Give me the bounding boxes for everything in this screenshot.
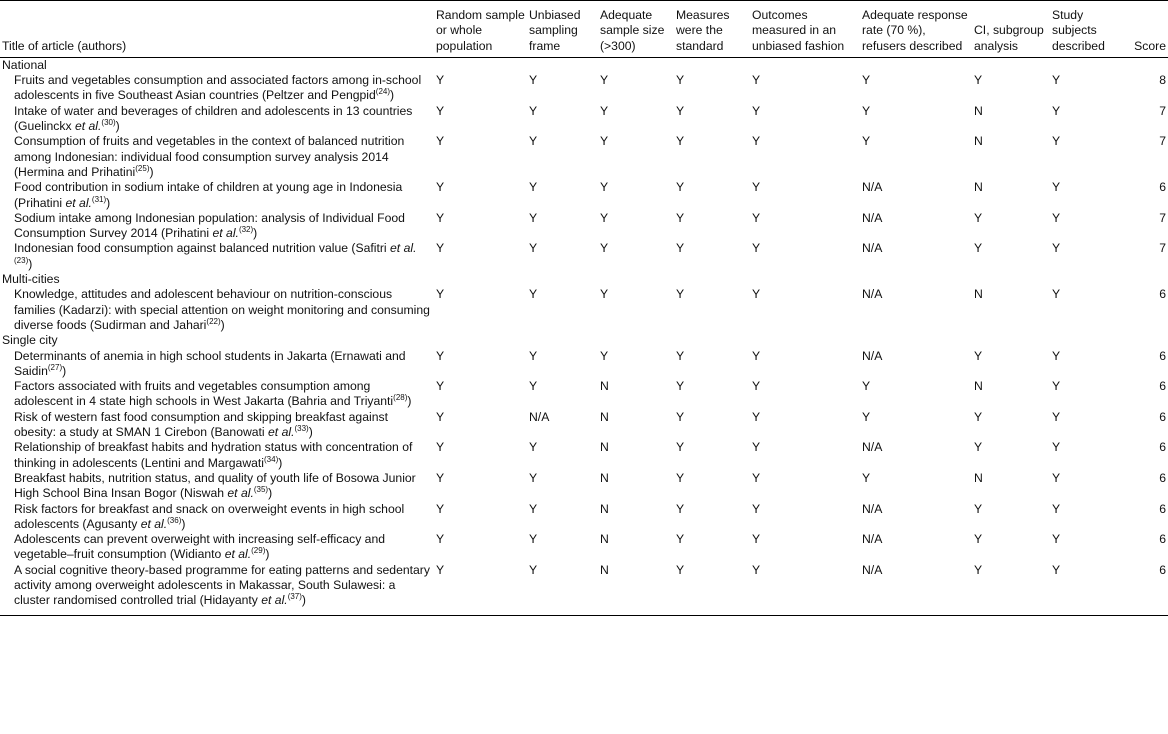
- study-subjects-cell: Y: [1052, 180, 1061, 195]
- unbiased-frame-cell: Y: [529, 73, 538, 88]
- score-cell: 6: [1159, 409, 1166, 424]
- outcomes-cell: Y: [752, 73, 761, 88]
- ci-subgroup-cell: Y: [974, 241, 983, 256]
- table-row: [0, 471, 1168, 502]
- table-row: [0, 349, 1168, 380]
- response-rate-cell: Y: [862, 409, 871, 424]
- unbiased-frame-cell: Y: [529, 241, 538, 256]
- closing-paren: ): [28, 256, 33, 271]
- article-title-cell: [0, 379, 436, 410]
- reference-number: (29): [251, 546, 266, 556]
- article-title: A social cognitive theory-based programme for eating patterns and sedentary activity among overweight adolescents in Makassar, South Sulawesi: a cluster randomised controlled trial (Hidayanty: [14, 562, 430, 608]
- et-al: et al.: [227, 486, 254, 501]
- outcomes-cell: Y: [752, 103, 761, 118]
- header-study-subjects: Study subjects described: [1052, 8, 1105, 53]
- reference-number: (32): [238, 225, 254, 235]
- score-cell: 6: [1159, 501, 1166, 516]
- reference-number: (28): [393, 393, 408, 403]
- study-subjects-cell: Y: [1052, 287, 1061, 302]
- random-sample-cell: Y: [436, 532, 445, 547]
- table-row: [0, 532, 1168, 563]
- article-title: Indonesian food consumption against balanced nutrition value (Safitri: [14, 241, 391, 256]
- measures-cell: Y: [676, 532, 685, 547]
- table-row: [0, 287, 1168, 333]
- closing-paren: ): [181, 516, 186, 531]
- table-header: [0, 1, 1168, 58]
- outcomes-cell: Y: [752, 180, 761, 195]
- article-title-cell: [0, 410, 436, 441]
- random-sample-cell: Y: [436, 409, 445, 424]
- measures-cell: Y: [676, 379, 685, 394]
- study-subjects-cell: Y: [1052, 379, 1061, 394]
- article-title-cell: [0, 471, 436, 502]
- study-subjects-cell: Y: [1052, 440, 1061, 455]
- random-sample-cell: Y: [436, 241, 445, 256]
- score-cell: 6: [1159, 562, 1166, 577]
- response-rate-cell: N/A: [862, 210, 883, 225]
- sample-size-cell: Y: [600, 103, 609, 118]
- study-subjects-cell: Y: [1052, 532, 1061, 547]
- sample-size-cell: Y: [600, 134, 609, 149]
- closing-paren: ): [106, 195, 111, 210]
- study-subjects-cell: Y: [1052, 562, 1061, 577]
- ci-subgroup-cell: N: [974, 379, 983, 394]
- closing-paren: ): [390, 88, 395, 103]
- et-al: et al.: [140, 516, 168, 531]
- table-body: [0, 57, 1168, 615]
- article-title: Fruits and vegetables consumption and associated factors among in-school adolescents in five Southeast Asian countries (Peltzer and Pengpid: [14, 73, 422, 103]
- score-cell: 6: [1159, 180, 1166, 195]
- sample-size-cell: N: [600, 379, 609, 394]
- section-heading: Single city: [2, 333, 58, 348]
- sample-size-cell: Y: [600, 180, 609, 195]
- header-adequate-sample-size: Adequate sample size (>300): [600, 8, 665, 53]
- measures-cell: Y: [676, 409, 685, 424]
- table-row: [0, 379, 1168, 410]
- header-title: Title of article (authors): [2, 38, 127, 53]
- sample-size-cell: Y: [600, 348, 609, 363]
- reference-number: (35): [253, 485, 269, 495]
- study-subjects-cell: Y: [1052, 409, 1061, 424]
- response-rate-cell: N/A: [862, 501, 883, 516]
- closing-paren: ): [265, 547, 270, 562]
- measures-cell: Y: [676, 210, 685, 225]
- closing-paren: ): [278, 455, 283, 470]
- outcomes-cell: Y: [752, 532, 761, 547]
- et-al: et al.: [65, 195, 92, 210]
- table-row: [0, 73, 1168, 104]
- measures-cell: Y: [676, 501, 685, 516]
- ci-subgroup-cell: N: [974, 287, 983, 302]
- et-al: et al.: [390, 241, 417, 256]
- outcomes-cell: Y: [752, 210, 761, 225]
- response-rate-cell: N/A: [862, 348, 883, 363]
- measures-cell: Y: [676, 73, 685, 88]
- article-title-cell: [0, 532, 436, 563]
- table-row: [0, 440, 1168, 471]
- header-score: Score: [1134, 38, 1166, 53]
- random-sample-cell: Y: [436, 73, 445, 88]
- article-title: Breakfast habits, nutrition status, and quality of youth life of Bosowa Junior High School Bina Insan Bogor (Niswah: [14, 470, 416, 501]
- header-unbiased-sampling-frame: Unbiased sampling frame: [529, 8, 581, 53]
- reference-number: (34): [264, 454, 279, 464]
- sample-size-cell: Y: [600, 287, 609, 302]
- reference-number: (22): [206, 316, 221, 326]
- unbiased-frame-cell: Y: [529, 501, 538, 516]
- outcomes-cell: Y: [752, 348, 761, 363]
- random-sample-cell: Y: [436, 348, 445, 363]
- ci-subgroup-cell: N: [974, 134, 983, 149]
- sample-size-cell: N: [600, 440, 609, 455]
- score-cell: 7: [1159, 134, 1166, 149]
- header-measures-standard: Measures were the standard: [676, 8, 730, 53]
- response-rate-cell: Y: [862, 103, 871, 118]
- random-sample-cell: Y: [436, 379, 445, 394]
- article-title: Risk of western fast food consumption and skipping breakfast against obesity: a study at SMAN 1 Cirebon (Banowati: [14, 409, 388, 440]
- ci-subgroup-cell: Y: [974, 440, 983, 455]
- sample-size-cell: N: [600, 501, 609, 516]
- article-title: Food contribution in sodium intake of children at young age in Indonesia (Prihatini: [14, 180, 403, 210]
- article-title: Relationship of breakfast habits and hydration status with concentration of thinking in adolescents (Lentini and Margawati: [14, 440, 413, 470]
- section-row: [0, 272, 1168, 287]
- score-cell: 6: [1159, 470, 1166, 485]
- outcomes-cell: Y: [752, 470, 761, 485]
- score-cell: 6: [1159, 348, 1166, 363]
- ci-subgroup-cell: Y: [974, 210, 983, 225]
- article-title-cell: [0, 73, 436, 104]
- reference-number: (30): [101, 118, 116, 128]
- random-sample-cell: Y: [436, 440, 445, 455]
- sample-size-cell: N: [600, 409, 609, 424]
- article-title-cell: [0, 440, 436, 471]
- article-title-cell: [0, 180, 436, 211]
- measures-cell: Y: [676, 103, 685, 118]
- sample-size-cell: Y: [600, 210, 609, 225]
- unbiased-frame-cell: Y: [529, 210, 538, 225]
- score-cell: 7: [1159, 103, 1166, 118]
- ci-subgroup-cell: Y: [974, 348, 983, 363]
- table-row: [0, 211, 1168, 242]
- reference-number: (27): [47, 362, 63, 372]
- section-heading: Multi-cities: [2, 272, 60, 287]
- measures-cell: Y: [676, 562, 685, 577]
- article-title-cell: [0, 134, 436, 180]
- outcomes-cell: Y: [752, 409, 761, 424]
- ci-subgroup-cell: N: [974, 180, 983, 195]
- sample-size-cell: Y: [600, 73, 609, 88]
- random-sample-cell: Y: [436, 501, 445, 516]
- score-cell: 7: [1159, 241, 1166, 256]
- response-rate-cell: N/A: [862, 532, 883, 547]
- ci-subgroup-cell: Y: [974, 409, 983, 424]
- unbiased-frame-cell: Y: [529, 470, 538, 485]
- ci-subgroup-cell: N: [974, 470, 983, 485]
- reference-number: (36): [167, 515, 182, 525]
- outcomes-cell: Y: [752, 287, 761, 302]
- random-sample-cell: Y: [436, 180, 445, 195]
- table-row: [0, 563, 1168, 615]
- table-row: [0, 502, 1168, 533]
- random-sample-cell: Y: [436, 134, 445, 149]
- unbiased-frame-cell: Y: [529, 532, 538, 547]
- measures-cell: Y: [676, 180, 685, 195]
- outcomes-cell: Y: [752, 379, 761, 394]
- unbiased-frame-cell: Y: [529, 287, 538, 302]
- random-sample-cell: Y: [436, 287, 445, 302]
- article-title-cell: [0, 241, 436, 272]
- header-outcomes-unbiased: Outcomes measured in an unbiased fashion: [752, 8, 845, 53]
- random-sample-cell: Y: [436, 103, 445, 118]
- header-ci-subgroup: CI, subgroup analysis: [974, 23, 1044, 53]
- header-random-sample: Random sample or whole population: [436, 8, 525, 53]
- random-sample-cell: Y: [436, 210, 445, 225]
- response-rate-cell: N/A: [862, 440, 883, 455]
- score-cell: 6: [1159, 440, 1166, 455]
- table-row: [0, 241, 1168, 272]
- closing-paren: ): [115, 119, 120, 134]
- article-title-cell: [0, 287, 436, 333]
- unbiased-frame-cell: Y: [529, 379, 538, 394]
- reference-number: (37): [287, 592, 302, 602]
- article-title: Adolescents can prevent overweight with increasing self-efficacy and vegetable–fruit consumption (Widianto: [14, 532, 386, 562]
- table-row: [0, 104, 1168, 135]
- response-rate-cell: Y: [862, 73, 871, 88]
- article-title-cell: [0, 211, 436, 242]
- table-row: [0, 410, 1168, 441]
- measures-cell: Y: [676, 241, 685, 256]
- section-heading: National: [2, 57, 47, 72]
- unbiased-frame-cell: Y: [529, 103, 538, 118]
- sample-size-cell: Y: [600, 241, 609, 256]
- article-title-cell: [0, 104, 436, 135]
- reference-number: (31): [91, 194, 107, 204]
- score-cell: 8: [1159, 73, 1166, 88]
- section-row: [0, 57, 1168, 73]
- study-subjects-cell: Y: [1052, 134, 1061, 149]
- response-rate-cell: N/A: [862, 287, 883, 302]
- article-title: Determinants of anemia in high school students in Jakarta (Ernawati and Saidin: [14, 348, 406, 378]
- study-subjects-cell: Y: [1052, 73, 1061, 88]
- article-title-cell: [0, 349, 436, 380]
- study-subjects-cell: Y: [1052, 103, 1061, 118]
- measures-cell: Y: [676, 470, 685, 485]
- article-title: Intake of water and beverages of children and adolescents in 13 countries (Guelinckx: [14, 103, 413, 134]
- section-row: [0, 333, 1168, 348]
- unbiased-frame-cell: N/A: [529, 409, 550, 424]
- reference-number: (23): [14, 255, 29, 265]
- unbiased-frame-cell: Y: [529, 562, 538, 577]
- outcomes-cell: Y: [752, 501, 761, 516]
- score-cell: 7: [1159, 210, 1166, 225]
- measures-cell: Y: [676, 134, 685, 149]
- reference-number: (24): [375, 87, 391, 97]
- response-rate-cell: Y: [862, 379, 871, 394]
- measures-cell: Y: [676, 440, 685, 455]
- reference-number: (33): [294, 423, 309, 433]
- random-sample-cell: Y: [436, 562, 445, 577]
- random-sample-cell: Y: [436, 470, 445, 485]
- closing-paren: ): [407, 394, 412, 409]
- ci-subgroup-cell: Y: [974, 501, 983, 516]
- unbiased-frame-cell: Y: [529, 180, 538, 195]
- measures-cell: Y: [676, 348, 685, 363]
- study-subjects-cell: Y: [1052, 241, 1061, 256]
- study-subjects-cell: Y: [1052, 470, 1061, 485]
- closing-paren: ): [253, 226, 258, 241]
- closing-paren: ): [220, 317, 225, 332]
- closing-paren: ): [268, 486, 273, 501]
- ci-subgroup-cell: Y: [974, 562, 983, 577]
- reference-number: (25): [135, 163, 150, 173]
- study-subjects-cell: Y: [1052, 348, 1061, 363]
- response-rate-cell: N/A: [862, 180, 883, 195]
- header-response-rate: Adequate response rate (70 %), refusers described: [862, 8, 968, 53]
- article-title: Sodium intake among Indonesian population: analysis of Individual Food Consumption Survey 2014 (Prihatini: [14, 210, 405, 241]
- et-al: et al.: [268, 425, 295, 440]
- article-title: Factors associated with fruits and vegetables consumption among adolescent in 4 state high schools in West Jakarta (Bahria and Triyanti: [14, 379, 394, 409]
- closing-paren: ): [301, 593, 306, 608]
- sample-size-cell: N: [600, 470, 609, 485]
- unbiased-frame-cell: Y: [529, 348, 538, 363]
- study-subjects-cell: Y: [1052, 501, 1061, 516]
- ci-subgroup-cell: Y: [974, 73, 983, 88]
- measures-cell: Y: [676, 287, 685, 302]
- unbiased-frame-cell: Y: [529, 440, 538, 455]
- outcomes-cell: Y: [752, 134, 761, 149]
- response-rate-cell: N/A: [862, 562, 883, 577]
- et-al: et al.: [212, 226, 239, 241]
- article-title-cell: [0, 563, 436, 615]
- closing-paren: ): [62, 363, 67, 378]
- table-row: [0, 134, 1168, 180]
- et-al: et al.: [224, 547, 252, 562]
- study-subjects-cell: Y: [1052, 210, 1061, 225]
- outcomes-cell: Y: [752, 241, 761, 256]
- unbiased-frame-cell: Y: [529, 134, 538, 149]
- article-title: Knowledge, attitudes and adolescent behaviour on nutrition-conscious families (Kadarzi): with special attention on weight monitoring and consuming diverse foods (Sudirman and Jahari: [14, 287, 430, 332]
- outcomes-cell: Y: [752, 440, 761, 455]
- table-row: [0, 180, 1168, 211]
- response-rate-cell: Y: [862, 134, 871, 149]
- article-title: Risk factors for breakfast and snack on overweight events in high school adolescents (Agusanty: [14, 501, 405, 531]
- score-cell: 6: [1159, 532, 1166, 547]
- sample-size-cell: N: [600, 532, 609, 547]
- et-al: et al.: [261, 593, 288, 608]
- score-cell: 6: [1159, 379, 1166, 394]
- ci-subgroup-cell: Y: [974, 532, 983, 547]
- article-title: Consumption of fruits and vegetables in the context of balanced nutrition among Indonesian: individual food consumption survey analysis 2014 (Hermina and Prihatini: [14, 134, 405, 179]
- article-title-cell: [0, 502, 436, 533]
- closing-paren: ): [149, 164, 154, 179]
- score-cell: 6: [1159, 287, 1166, 302]
- outcomes-cell: Y: [752, 562, 761, 577]
- sample-size-cell: N: [600, 562, 609, 577]
- response-rate-cell: N/A: [862, 241, 883, 256]
- et-al: et al.: [74, 119, 102, 134]
- ci-subgroup-cell: N: [974, 103, 983, 118]
- closing-paren: ): [308, 425, 313, 440]
- response-rate-cell: Y: [862, 470, 871, 485]
